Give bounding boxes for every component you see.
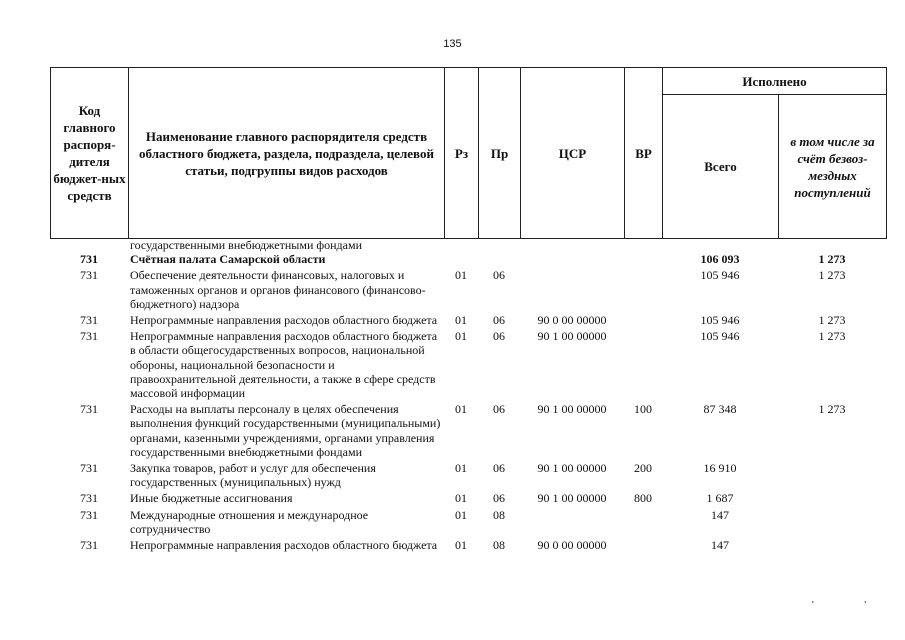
cell-vr: 200 xyxy=(634,461,652,476)
cell-total: 1 687 xyxy=(706,491,734,506)
cell-rz: 01 xyxy=(455,268,467,283)
cell-total: 87 348 xyxy=(703,402,737,417)
cell-gratis: 1 273 xyxy=(818,402,846,417)
header-rz: Рз xyxy=(445,68,479,239)
cell-rz: 01 xyxy=(455,507,467,522)
cell-total: 106 093 xyxy=(700,252,740,267)
cell-total: 105 946 xyxy=(700,313,740,328)
table-row xyxy=(50,238,886,252)
cell-gratis xyxy=(778,238,886,252)
table-row xyxy=(50,311,886,327)
cell-pr: 06 xyxy=(493,491,505,506)
cell-name: государственными внебюджетными фондами xyxy=(130,238,363,252)
header-vr: ВР xyxy=(625,68,663,239)
cell-code: 731 xyxy=(80,461,98,476)
cell-rz xyxy=(444,238,478,252)
cell-csr: 90 1 00 00000 xyxy=(537,461,607,476)
cell-pr: 06 xyxy=(493,268,505,283)
cell-gratis xyxy=(778,489,886,505)
header-pr: Пр xyxy=(479,68,521,239)
table-row xyxy=(50,506,886,536)
cell-name: Расходы на выплаты персоналу в целях обеспечения выполнения функций государственными (муниципальными) органами, казенными учреждениями, органами управления государственными внебюджетными фондами xyxy=(130,402,441,459)
cell-rz: 01 xyxy=(455,329,467,344)
header-gratis: в том числе за счёт безвоз-мездных поступлений xyxy=(779,95,887,239)
cell-csr xyxy=(520,238,624,252)
header-csr: ЦСР xyxy=(521,68,625,239)
cell-csr xyxy=(520,252,624,266)
cell-vr xyxy=(624,311,662,327)
cell-total: 16 910 xyxy=(703,461,737,476)
header-code: Код главного распоря-дителя бюджет-ных средств xyxy=(51,68,129,239)
cell-csr: 90 1 00 00000 xyxy=(537,491,607,506)
table-row xyxy=(50,266,886,311)
cell-csr xyxy=(520,506,624,536)
cell-code xyxy=(50,238,128,252)
cell-pr: 06 xyxy=(493,329,505,344)
cell-name: Непрограммные направления расходов областного бюджета в области общегосударственных вопросов, национальной обороны, национальной безопасности и правоохранительной деятельности, а также в сфере средств массовой информации xyxy=(130,329,438,401)
cell-rz: 01 xyxy=(455,538,467,553)
cell-name: Непрограммные направления расходов областного бюджета xyxy=(130,313,438,328)
cell-name: Закупка товаров, работ и услуг для обеспечения государственных (муниципальных) нужд xyxy=(130,461,376,490)
cell-gratis xyxy=(778,506,886,536)
cell-csr: 90 0 00 00000 xyxy=(537,313,607,328)
cell-code: 731 xyxy=(80,491,98,506)
cell-gratis: 1 273 xyxy=(818,268,846,283)
table-header xyxy=(50,67,887,239)
header-total: Всего xyxy=(663,95,779,239)
cell-code: 731 xyxy=(80,268,98,283)
cell-code: 731 xyxy=(80,402,98,417)
cell-total: 147 xyxy=(711,538,729,553)
cell-vr xyxy=(624,252,662,266)
cell-vr: 800 xyxy=(634,491,652,506)
cell-name: Обеспечение деятельности финансовых, налоговых и таможенных органов и органов финансового (финансово-бюджетного) надзора xyxy=(130,268,426,311)
cell-code: 731 xyxy=(80,507,98,522)
table-row xyxy=(50,400,886,459)
cell-pr: 08 xyxy=(493,538,505,553)
cell-csr: 90 1 00 00000 xyxy=(537,402,607,417)
cell-rz xyxy=(444,252,478,266)
cell-gratis: 1 273 xyxy=(818,252,846,267)
cell-rz: 01 xyxy=(455,491,467,506)
cell-vr xyxy=(624,536,662,552)
cell-pr: 06 xyxy=(493,313,505,328)
cell-name: Международные отношения и международное сотрудничество xyxy=(130,507,369,536)
cell-rz: 01 xyxy=(455,313,467,328)
table-row xyxy=(50,536,886,552)
cell-code: 731 xyxy=(80,538,98,553)
header-executed: Исполнено xyxy=(663,68,887,95)
page-marks: ' ' xyxy=(812,600,891,611)
cell-name: Непрограммные направления расходов областного бюджета xyxy=(130,538,438,553)
cell-pr: 06 xyxy=(493,402,505,417)
table-body xyxy=(50,238,886,552)
cell-total: 147 xyxy=(711,507,729,522)
cell-name: Счётная палата Самарской области xyxy=(130,252,326,267)
cell-csr: 90 0 00 00000 xyxy=(537,538,607,553)
cell-vr xyxy=(624,266,662,311)
cell-pr xyxy=(478,252,520,266)
cell-csr: 90 1 00 00000 xyxy=(537,329,607,344)
cell-pr: 06 xyxy=(493,461,505,476)
cell-total: 105 946 xyxy=(700,268,740,283)
cell-vr xyxy=(624,506,662,536)
cell-rz: 01 xyxy=(455,402,467,417)
header-name: Наименование главного распорядителя средств областного бюджета, раздела, подраздела, целевой статьи, подгруппы видов расходов xyxy=(129,68,445,239)
table-row xyxy=(50,252,886,266)
table-row xyxy=(50,489,886,505)
cell-vr xyxy=(624,327,662,400)
cell-csr xyxy=(520,266,624,311)
cell-pr: 08 xyxy=(493,507,505,522)
cell-total: 105 946 xyxy=(700,329,740,344)
cell-rz: 01 xyxy=(455,461,467,476)
cell-vr: 100 xyxy=(634,402,652,417)
cell-gratis: 1 273 xyxy=(818,313,846,328)
cell-vr xyxy=(624,238,662,252)
cell-gratis xyxy=(778,459,886,489)
table-row xyxy=(50,327,886,400)
cell-code: 731 xyxy=(80,313,98,328)
cell-name: Иные бюджетные ассигнования xyxy=(130,491,293,506)
cell-pr xyxy=(478,238,520,252)
cell-gratis xyxy=(778,536,886,552)
cell-gratis: 1 273 xyxy=(818,329,846,344)
cell-code: 731 xyxy=(80,329,98,344)
cell-code: 731 xyxy=(80,252,98,267)
table-row xyxy=(50,459,886,489)
cell-total xyxy=(662,238,778,252)
page-number: 135 xyxy=(443,38,462,50)
